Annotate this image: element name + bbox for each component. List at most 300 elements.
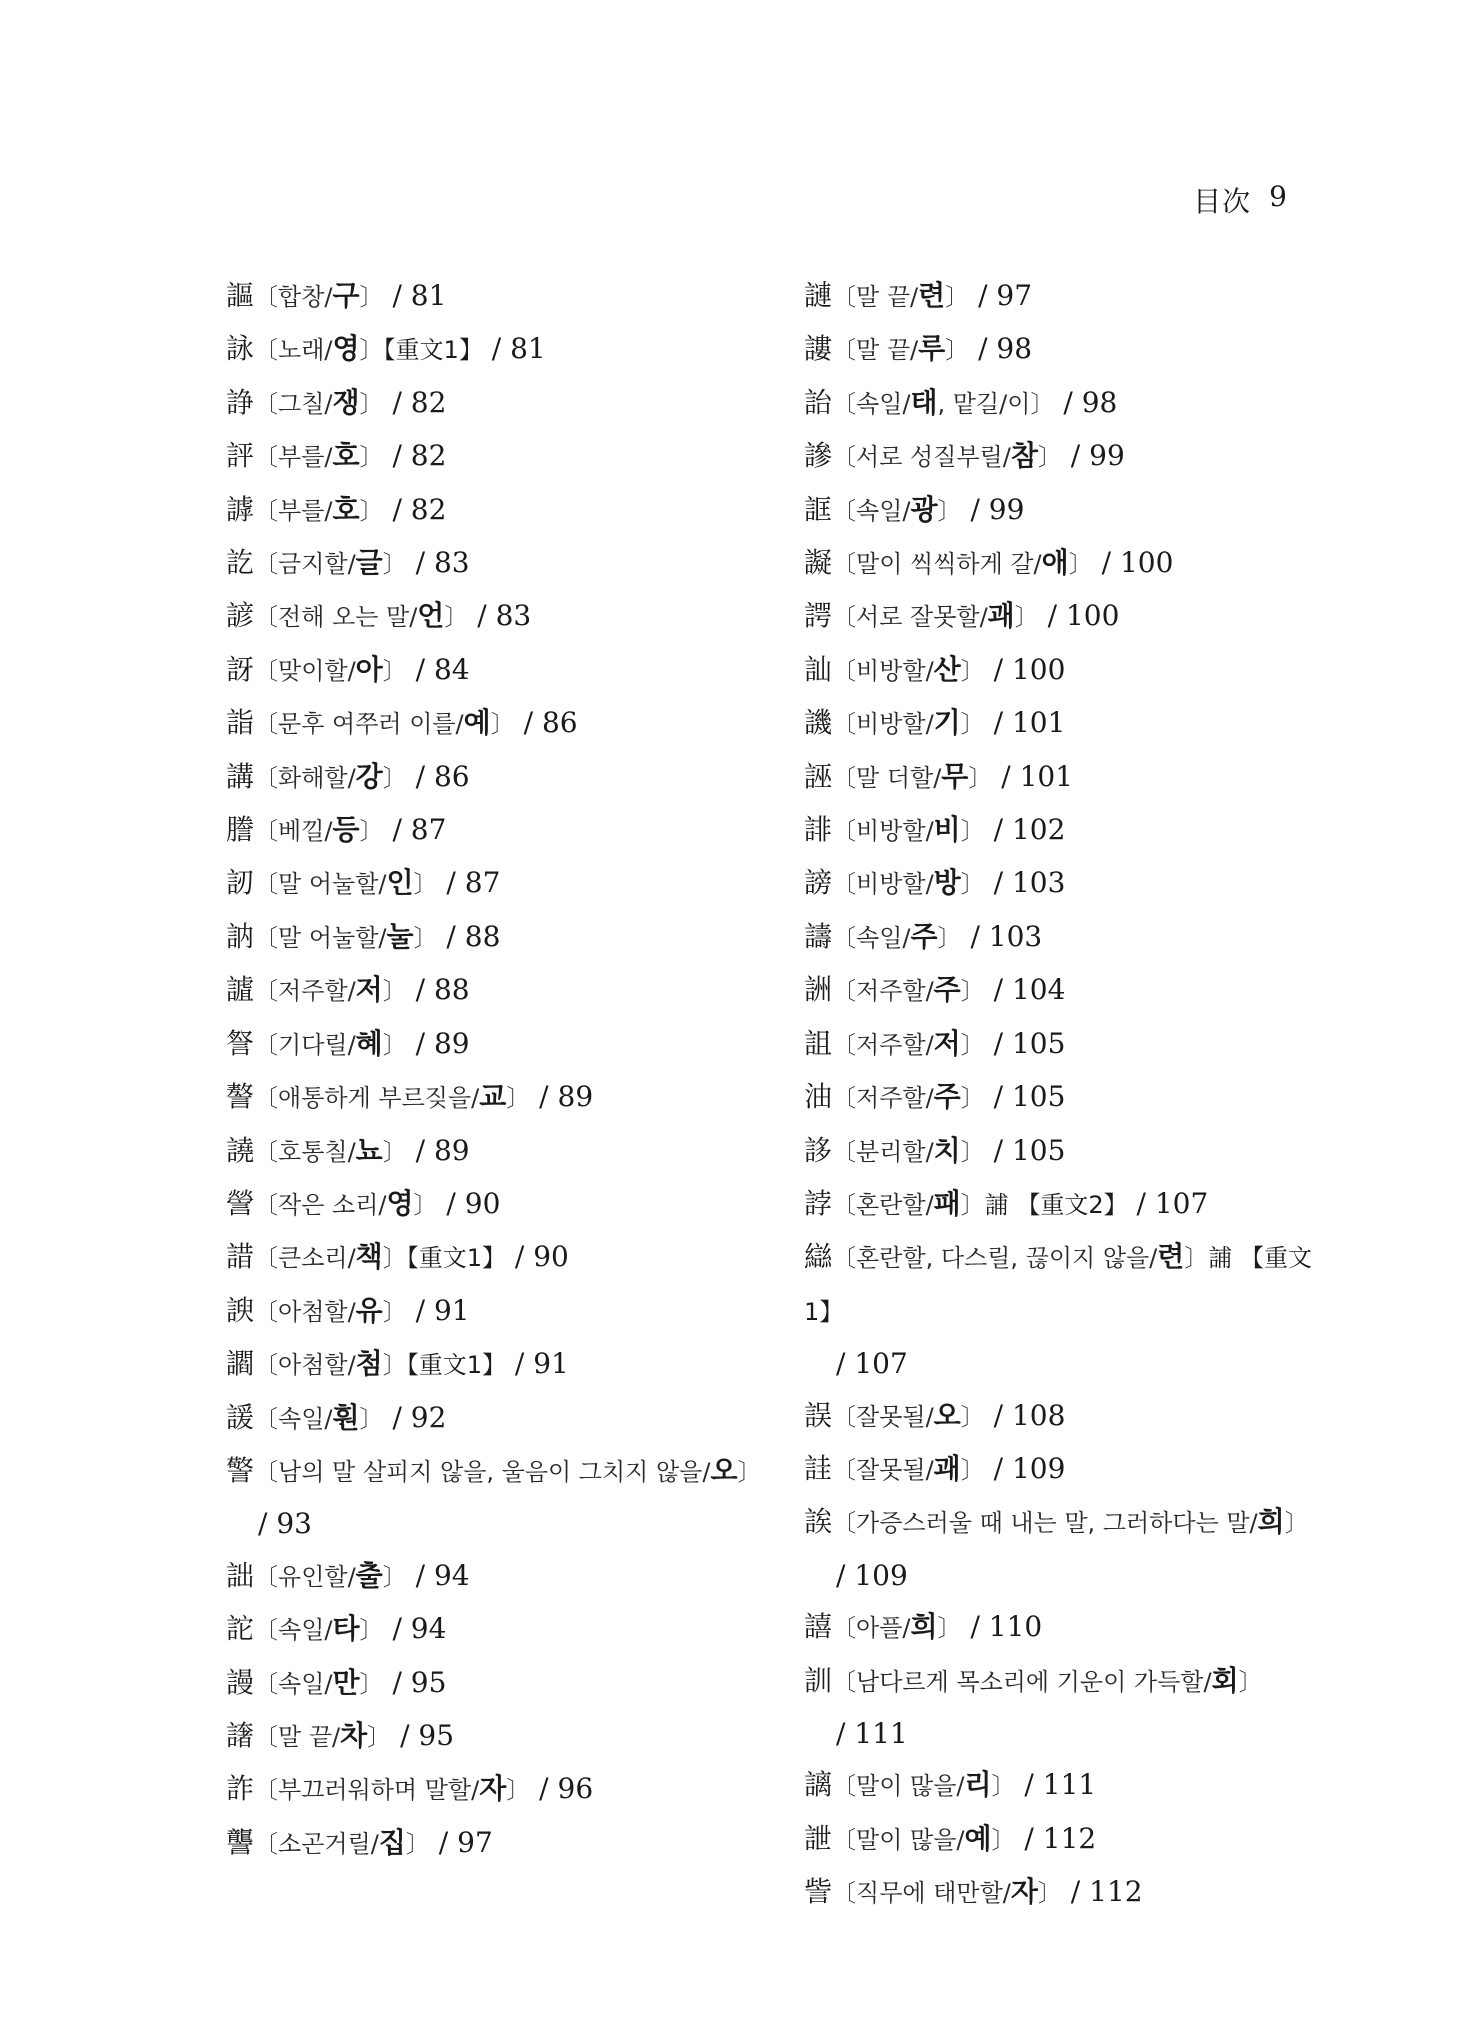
- entry-hanja: 譏: [804, 706, 833, 740]
- toc-entry: [804, 323, 1324, 376]
- entry-page-ref: / 93: [258, 1507, 312, 1541]
- entry-sound: 저: [355, 973, 383, 1007]
- entry-hanja: 詒: [804, 385, 833, 419]
- entry-sound: 비: [933, 813, 961, 847]
- entry-sound: 책: [355, 1240, 383, 1274]
- entry-gloss: 〔합창/: [254, 283, 333, 311]
- entry-page-ref: / 105: [984, 1080, 1066, 1114]
- entry-gloss: 〔비방할/: [832, 656, 934, 685]
- entry-sound: 참: [1010, 439, 1038, 473]
- entry-hanja: 誖: [804, 1186, 833, 1220]
- entry-hanja: 誃: [804, 1133, 833, 1167]
- entry-hanja: 譇: [226, 1718, 255, 1752]
- entry-page-ref: / 94: [383, 1612, 447, 1646]
- toc-entry: [226, 644, 766, 697]
- entry-page-ref: / 101: [992, 759, 1074, 793]
- toc-entry: [226, 1071, 766, 1124]
- entry-sound: 혜: [355, 1026, 383, 1060]
- toc-entry: [226, 857, 766, 910]
- entry-gloss-close: 〕: [1037, 1879, 1062, 1908]
- entry-sound: 예: [964, 1821, 992, 1855]
- entry-gloss-close: , 맡길/이〕: [937, 389, 1055, 418]
- toc-entry: [804, 1443, 1324, 1496]
- entry-gloss: 〔가증스러울 때 내는 말, 그러하다는 말/: [832, 1509, 1258, 1538]
- toc-entry: [226, 1710, 766, 1763]
- entry-gloss: 〔말이 씩씩하게 갈/: [832, 550, 1042, 579]
- entry-hanja: 謼: [226, 492, 255, 526]
- entry-page-ref: / 86: [406, 759, 470, 793]
- entry-gloss: 〔속일/: [254, 1669, 333, 1698]
- entry-gloss-close: 〕: [359, 1404, 384, 1433]
- entry-gloss-close: 〕: [960, 1084, 985, 1113]
- entry-gloss: 〔비방할/: [832, 870, 934, 899]
- entry-hanja: 誣: [804, 759, 833, 793]
- entry-gloss: 〔호통칠/: [254, 1137, 356, 1166]
- entry-hanja: 謾: [226, 1665, 255, 1699]
- entry-hanja: 訝: [226, 652, 255, 686]
- entry-gloss: 〔말 끝/: [832, 336, 919, 365]
- entry-page-ref: / 94: [406, 1558, 470, 1592]
- entry-gloss: 〔말이 많을/: [832, 1825, 965, 1854]
- entry-hanja: 諍: [226, 385, 255, 419]
- entry-gloss: 〔부를/: [254, 443, 333, 472]
- entry-gloss: 〔부끄러워하며 말할/: [254, 1776, 480, 1805]
- entry-page-ref: / 105: [984, 1026, 1066, 1060]
- entry-page-ref: / 82: [383, 439, 447, 473]
- toc-entry: [804, 1231, 1324, 1389]
- entry-sound: 회: [1211, 1663, 1239, 1697]
- entry-sound: 자: [479, 1772, 507, 1806]
- entry-hanja: 訒: [226, 866, 255, 900]
- toc-entry: [226, 1817, 766, 1870]
- entry-gloss-close: 〕: [405, 1829, 430, 1858]
- entry-page-ref: / 109: [836, 1558, 908, 1592]
- toc-column-left: [226, 270, 766, 1870]
- entry-page-ref: / 111: [836, 1716, 908, 1750]
- entry-gloss-close: 〕: [359, 336, 384, 365]
- entry-hanja: 諎: [226, 1240, 255, 1274]
- toc-entry: [804, 857, 1324, 910]
- entry-sound: 유: [355, 1293, 383, 1327]
- entry-hanja: 訾: [804, 1875, 833, 1909]
- entry-hanja: 諼: [226, 1400, 255, 1434]
- entry-page-ref: / 107: [836, 1347, 908, 1381]
- entry-gloss: 〔속일/: [254, 1404, 333, 1433]
- entry-sound: 출: [355, 1558, 383, 1592]
- entry-page-ref: / 100: [984, 652, 1066, 686]
- entry-hanja: 詶: [804, 973, 833, 1007]
- entry-sound: 방: [933, 866, 961, 900]
- entry-gloss-close: 〕: [960, 1190, 985, 1219]
- entry-sound: 괘: [933, 1451, 961, 1485]
- entry-extra: 【重文1】: [406, 1244, 506, 1273]
- entry-page-ref: / 81: [482, 332, 546, 366]
- entry-page-ref: / 104: [984, 973, 1066, 1007]
- entry-sound: 기: [933, 706, 961, 740]
- entry-hanja: 謗: [804, 866, 833, 900]
- toc-entry: [226, 1338, 766, 1391]
- toc-entry: [226, 590, 766, 643]
- entry-hanja: 詿: [804, 1451, 833, 1485]
- entry-sound: 산: [933, 652, 961, 686]
- entry-extra: 【重文1】: [383, 336, 483, 365]
- entry-gloss: 〔기다릴/: [254, 1030, 356, 1059]
- entry-gloss: 〔잘못될/: [832, 1455, 934, 1484]
- entry-page-ref: / 89: [406, 1026, 470, 1060]
- entry-sound: 등: [332, 813, 360, 847]
- entry-hanja: 謱: [804, 332, 833, 366]
- entry-gloss-close: 〕: [359, 443, 384, 472]
- entry-sound: 눌: [386, 919, 414, 953]
- entry-gloss: 〔말 끝/: [254, 1722, 341, 1751]
- entry-gloss-close: 〕: [960, 817, 985, 846]
- entry-gloss: 〔남다르게 목소리에 기운이 가득할/: [832, 1667, 1212, 1696]
- entry-gloss-close: 〕: [1037, 443, 1062, 472]
- entry-hanja: 謲: [804, 439, 833, 473]
- entry-page-ref: / 91: [406, 1293, 470, 1327]
- toc-entry: [226, 1178, 766, 1231]
- entry-hanja: 諺: [226, 599, 255, 633]
- entry-gloss: 〔저주할/: [832, 1084, 934, 1113]
- entry-gloss: 〔혼란할/: [832, 1190, 934, 1219]
- entry-sound: 광: [910, 492, 938, 526]
- entry-sound: 차: [340, 1718, 368, 1752]
- entry-gloss: 〔유인할/: [254, 1562, 356, 1591]
- entry-gloss: 〔애통하게 부르짖을/: [254, 1084, 480, 1113]
- entry-gloss: 〔서로 잘못할/: [832, 603, 988, 632]
- toc-entry: [226, 1603, 766, 1656]
- toc-entry: [226, 484, 766, 537]
- entry-hanja: 謄: [226, 813, 255, 847]
- entry-gloss: 〔소곤거릴/: [254, 1829, 379, 1858]
- entry-page-ref: / 97: [969, 279, 1033, 312]
- entry-page-ref: / 95: [383, 1665, 447, 1699]
- entry-gloss-close: 〕: [444, 603, 469, 632]
- entry-sound: 강: [355, 759, 383, 793]
- entry-sound: 리: [964, 1768, 992, 1802]
- entry-hanja: 訕: [804, 652, 833, 686]
- entry-gloss: 〔말이 많을/: [832, 1772, 965, 1801]
- toc-entry: [804, 1071, 1324, 1124]
- entry-hanja: 評: [226, 439, 255, 473]
- entry-gloss-close: 〕: [960, 1030, 985, 1059]
- entry-gloss-close: 〕: [413, 923, 438, 952]
- entry-gloss-close: 〕: [1238, 1667, 1263, 1696]
- entry-gloss-close: 〕: [960, 870, 985, 899]
- entry-gloss: 〔비방할/: [832, 710, 934, 739]
- entry-sound: 자: [1010, 1875, 1038, 1909]
- entry-page-ref: / 98: [1054, 385, 1118, 419]
- toc-entry: [804, 1813, 1324, 1866]
- entry-hanja: 譸: [804, 919, 833, 953]
- entry-gloss-close: 〕: [960, 1402, 985, 1431]
- toc-entry: [804, 1018, 1324, 1071]
- entry-sound: 훤: [332, 1400, 360, 1434]
- toc-entry: [804, 1655, 1324, 1760]
- entry-hanja: 油: [804, 1080, 833, 1114]
- toc-entry: [226, 697, 766, 750]
- entry-sound: 인: [386, 866, 414, 900]
- entry-gloss-close: 〕: [960, 977, 985, 1006]
- entry-page-ref: / 90: [506, 1240, 569, 1274]
- entry-sound: 주: [910, 919, 938, 953]
- entry-gloss-close: 〕: [382, 1030, 407, 1059]
- entry-gloss-close: 〕: [506, 1084, 531, 1113]
- toc-entry: [226, 1657, 766, 1710]
- entry-gloss: 〔노래/: [254, 336, 333, 365]
- entry-gloss: 〔속일/: [832, 496, 911, 525]
- entry-hanja: 諤: [804, 599, 833, 633]
- entry-gloss: 〔저주할/: [832, 977, 934, 1006]
- toc-entry: [804, 697, 1324, 750]
- entry-extra: 誧 【重文1】: [804, 1244, 1312, 1326]
- entry-page-ref: / 92: [383, 1400, 447, 1434]
- entry-page-ref: / 100: [1038, 599, 1120, 633]
- entry-gloss-close: 〕: [960, 710, 985, 739]
- toc-entry: [804, 1390, 1324, 1443]
- entry-sound: 집: [378, 1825, 406, 1859]
- toc-entry: [804, 484, 1324, 537]
- toc-entry: [804, 270, 1324, 323]
- entry-gloss-close: 〕: [382, 763, 407, 792]
- toc-entry: [804, 1601, 1324, 1654]
- entry-hanja: 譺: [804, 546, 833, 580]
- entry-hanja: 訥: [226, 919, 255, 953]
- entry-hanja: 講: [226, 759, 255, 793]
- entry-sound: 루: [918, 332, 946, 366]
- toc-entry: [226, 911, 766, 964]
- entry-page-ref: / 88: [406, 973, 470, 1007]
- entry-gloss: 〔잘못될/: [832, 1402, 934, 1431]
- toc-column-right: [804, 270, 1324, 1920]
- entry-page-ref: / 103: [984, 866, 1066, 900]
- toc-entry: [226, 804, 766, 857]
- toc-entry: [804, 1125, 1324, 1178]
- entry-sound: 희: [1257, 1505, 1285, 1539]
- entry-sound: 아: [355, 652, 383, 686]
- entry-hanja: 詣: [226, 706, 255, 740]
- entry-gloss: 〔전해 오는 말/: [254, 603, 418, 632]
- entry-page-ref: / 87: [437, 866, 501, 900]
- entry-hanja: 誹: [804, 813, 833, 847]
- entry-page-ref: / 82: [383, 385, 447, 419]
- entry-page-ref: / 103: [961, 919, 1043, 953]
- entry-page-ref: / 108: [984, 1398, 1066, 1432]
- entry-sound: 언: [417, 599, 445, 633]
- entry-gloss-close: 〕: [1284, 1509, 1309, 1538]
- entry-gloss-close: 〕: [1014, 603, 1039, 632]
- toc-entry: [226, 1125, 766, 1178]
- entry-hanja: 謳: [226, 279, 255, 312]
- entry-gloss-close: 〕: [960, 1455, 985, 1484]
- running-header: [1193, 180, 1288, 220]
- entry-sound: 련: [1157, 1240, 1185, 1274]
- entry-gloss-close: 〕: [382, 1562, 407, 1591]
- toc-entry: [226, 1392, 766, 1445]
- entry-gloss: 〔베낄/: [254, 817, 333, 846]
- entry-hanja: 䜌: [804, 1240, 833, 1274]
- entry-page-ref: / 91: [506, 1347, 569, 1381]
- entry-gloss: 〔서로 성질부릴/: [832, 443, 1011, 472]
- entry-hanja: 謷: [226, 1080, 255, 1114]
- entry-gloss-close: 〕: [960, 1137, 985, 1166]
- toc-entry: [226, 1285, 766, 1338]
- toc-entry: [226, 1445, 766, 1550]
- entry-page-ref: / 95: [391, 1718, 455, 1752]
- toc-entry: [804, 804, 1324, 857]
- entry-gloss-close: 〕: [382, 1244, 407, 1273]
- entry-page-ref: / 88: [437, 919, 501, 953]
- entry-page-ref: / 97: [429, 1825, 493, 1859]
- entry-hanja: 諛: [226, 1293, 255, 1327]
- toc-entry: [226, 377, 766, 430]
- entry-hanja: 訓: [804, 1663, 833, 1697]
- entry-page-ref: / 81: [383, 279, 447, 312]
- entry-hanja: 譆: [804, 1610, 833, 1644]
- entry-page-ref: / 112: [1061, 1875, 1143, 1909]
- entry-page-ref: / 98: [969, 332, 1033, 366]
- entry-gloss-close: 〕: [1184, 1244, 1209, 1273]
- entry-hanja: 謯: [226, 973, 255, 1007]
- entry-hanja: 詠: [226, 332, 255, 366]
- entry-gloss: 〔속일/: [832, 923, 911, 952]
- entry-hanja: 讇: [226, 1347, 255, 1381]
- entry-gloss-close: 〕: [382, 550, 407, 579]
- entry-hanja: 譊: [226, 1133, 255, 1167]
- entry-page-ref: / 87: [383, 813, 447, 847]
- entry-gloss-close: 〕: [359, 1616, 384, 1645]
- entry-gloss: 〔저주할/: [832, 1030, 934, 1059]
- toc-entry: [804, 911, 1324, 964]
- entry-gloss-close: 〕: [359, 496, 384, 525]
- toc-entry: [226, 964, 766, 1017]
- entry-page-ref: / 83: [468, 599, 532, 633]
- entry-gloss-close: 〕: [413, 870, 438, 899]
- entry-gloss-close: 〕: [937, 1614, 962, 1643]
- entry-sound: 태: [910, 385, 938, 419]
- entry-sound: 치: [933, 1133, 961, 1167]
- entry-gloss: 〔말 끝/: [832, 283, 919, 311]
- entry-page-ref: / 89: [530, 1080, 594, 1114]
- toc-entry: [804, 590, 1324, 643]
- toc-entry: [226, 1763, 766, 1816]
- toc-entry: [804, 537, 1324, 590]
- entry-hanja: 誤: [804, 1398, 833, 1432]
- entry-page-ref: / 83: [406, 546, 470, 580]
- entry-gloss: 〔화해할/: [254, 763, 356, 792]
- entry-sound: 호: [332, 492, 360, 526]
- entry-gloss-close: 〕: [937, 923, 962, 952]
- entry-gloss: 〔속일/: [832, 389, 911, 418]
- entry-sound: 주: [933, 1080, 961, 1114]
- entry-page-ref: / 109: [984, 1451, 1066, 1485]
- toc-entry: [804, 964, 1324, 1017]
- entry-page-ref: / 111: [1015, 1768, 1097, 1802]
- entry-extra: 誧 【重文2】: [984, 1190, 1128, 1219]
- entry-page-ref: / 101: [984, 706, 1066, 740]
- entry-hanja: 讋: [226, 1825, 255, 1859]
- toc-entry: [226, 1550, 766, 1603]
- entry-sound: 영: [332, 332, 360, 366]
- entry-sound: 쟁: [332, 385, 360, 419]
- entry-page-ref: / 82: [383, 492, 447, 526]
- entry-page-ref: / 100: [1092, 546, 1174, 580]
- entry-page-ref: / 112: [1015, 1821, 1097, 1855]
- entry-page-ref: / 96: [530, 1772, 594, 1806]
- entry-gloss: 〔아첨할/: [254, 1297, 356, 1326]
- entry-hanja: 詐: [226, 1772, 255, 1806]
- entry-sound: 희: [910, 1610, 938, 1644]
- entry-gloss: 〔그칠/: [254, 389, 333, 418]
- entry-page-ref: / 89: [406, 1133, 470, 1167]
- entry-hanja: 詍: [804, 1821, 833, 1855]
- entry-gloss-close: 〕: [737, 1457, 762, 1486]
- entry-gloss: 〔남의 말 살피지 않을, 울음이 그치지 않을/: [254, 1457, 711, 1486]
- entry-gloss-close: 〕: [945, 336, 970, 365]
- entry-hanja: 誒: [804, 1505, 833, 1539]
- entry-extra: 【重文1】: [406, 1351, 506, 1380]
- entry-gloss-close: 〕: [490, 710, 515, 739]
- entry-hanja: 誆: [804, 492, 833, 526]
- header-page-number: 9: [1269, 180, 1288, 213]
- toc-entry: [804, 751, 1324, 804]
- entry-sound: 뇨: [355, 1133, 383, 1167]
- entry-hanja: 詧: [226, 1026, 255, 1060]
- entry-gloss: 〔분리할/: [832, 1137, 934, 1166]
- entry-gloss: 〔아첨할/: [254, 1351, 356, 1380]
- entry-gloss: 〔직무에 태만할/: [832, 1879, 1011, 1908]
- entry-sound: 패: [933, 1186, 961, 1220]
- entry-sound: 괘: [987, 599, 1015, 633]
- toc-entry: [804, 644, 1324, 697]
- entry-sound: 오: [933, 1398, 961, 1432]
- entry-sound: 주: [933, 973, 961, 1007]
- entry-sound: 만: [332, 1665, 360, 1699]
- entry-sound: 저: [933, 1026, 961, 1060]
- entry-sound: 오: [710, 1453, 738, 1487]
- entry-gloss: 〔작은 소리/: [254, 1190, 387, 1219]
- toc-entry: [804, 1178, 1324, 1231]
- entry-gloss-close: 〕: [1068, 550, 1093, 579]
- entry-sound: 애: [1041, 546, 1069, 580]
- entry-gloss: 〔말 어눌할/: [254, 923, 387, 952]
- entry-gloss-close: 〕: [382, 656, 407, 685]
- entry-gloss-close: 〕: [382, 1297, 407, 1326]
- entry-hanja: 詘: [226, 1558, 255, 1592]
- toc-entry: [226, 1018, 766, 1071]
- entry-gloss-close: 〕: [945, 283, 970, 311]
- toc-entry: [804, 1496, 1324, 1601]
- entry-page-ref: / 90: [437, 1186, 501, 1220]
- entry-gloss-close: 〕: [991, 1825, 1016, 1854]
- entry-gloss-close: 〕: [937, 496, 962, 525]
- entry-sound: 영: [386, 1186, 414, 1220]
- entry-gloss-close: 〕: [968, 763, 993, 792]
- entry-page-ref: / 99: [961, 492, 1025, 526]
- header-section-title: 目次: [1193, 185, 1252, 218]
- entry-gloss-close: 〕: [506, 1776, 531, 1805]
- entry-sound: 호: [332, 439, 360, 473]
- entry-sound: 첨: [355, 1347, 383, 1381]
- entry-gloss: 〔저주할/: [254, 977, 356, 1006]
- entry-hanja: 詑: [226, 1612, 255, 1646]
- entry-sound: 글: [355, 546, 383, 580]
- entry-gloss: 〔속일/: [254, 1616, 333, 1645]
- entry-gloss: 〔부를/: [254, 496, 333, 525]
- toc-entry: [226, 537, 766, 590]
- entry-gloss-close: 〕: [991, 1772, 1016, 1801]
- entry-gloss: 〔금지할/: [254, 550, 356, 579]
